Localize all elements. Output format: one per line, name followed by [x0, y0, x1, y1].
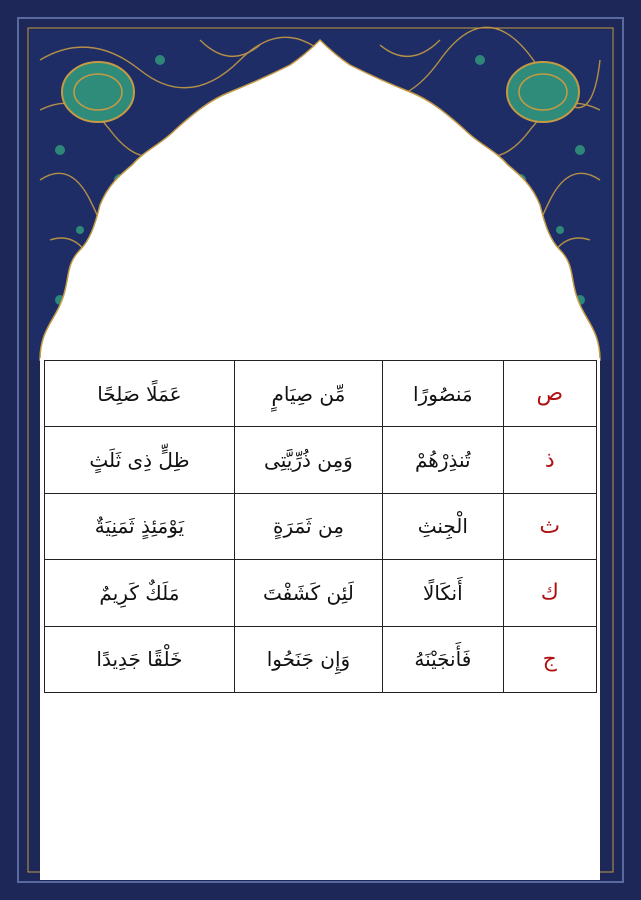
letter-cell: ك — [503, 560, 596, 626]
letters-table — [44, 360, 597, 693]
word-cell: مِّن صِيَامٍ — [234, 361, 382, 427]
word-cell: عَمَلًا صَلِحًا — [45, 361, 235, 427]
table-row — [45, 361, 597, 427]
letter-cell: ذ — [503, 427, 596, 493]
table-row — [45, 493, 597, 559]
word-cell: لَئِن كَشَفْتَ — [234, 560, 382, 626]
word-cell: مَلَكٌ كَرِيمٌ — [45, 560, 235, 626]
letter-cell: ج — [503, 626, 596, 692]
word-cell: مَنصُورًا — [383, 361, 504, 427]
letters-table-container — [44, 360, 597, 693]
letter-cell: ث — [503, 493, 596, 559]
letter-cell: ص — [503, 361, 596, 427]
word-cell: خَلْقًا جَدِيدًا — [45, 626, 235, 692]
word-cell: ظِلٍّ ذِى ثَلَثٍ — [45, 427, 235, 493]
table-row — [45, 427, 597, 493]
table-row — [45, 560, 597, 626]
word-cell: فَأَنجَيْنَهُ — [383, 626, 504, 692]
word-cell: مِن ثَمَرَةٍ — [234, 493, 382, 559]
word-cell: تُنذِرْهُمْ — [383, 427, 504, 493]
word-cell: وَإِن جَنَحُوا — [234, 626, 382, 692]
table-row — [45, 626, 597, 692]
word-cell: وَمِن ذُرِّيَّتِى — [234, 427, 382, 493]
word-cell: الْجِنثِ — [383, 493, 504, 559]
word-cell: أَنكَالًا — [383, 560, 504, 626]
word-cell: يَوْمَئِذٍ ثَمَنِيَةٌ — [45, 493, 235, 559]
